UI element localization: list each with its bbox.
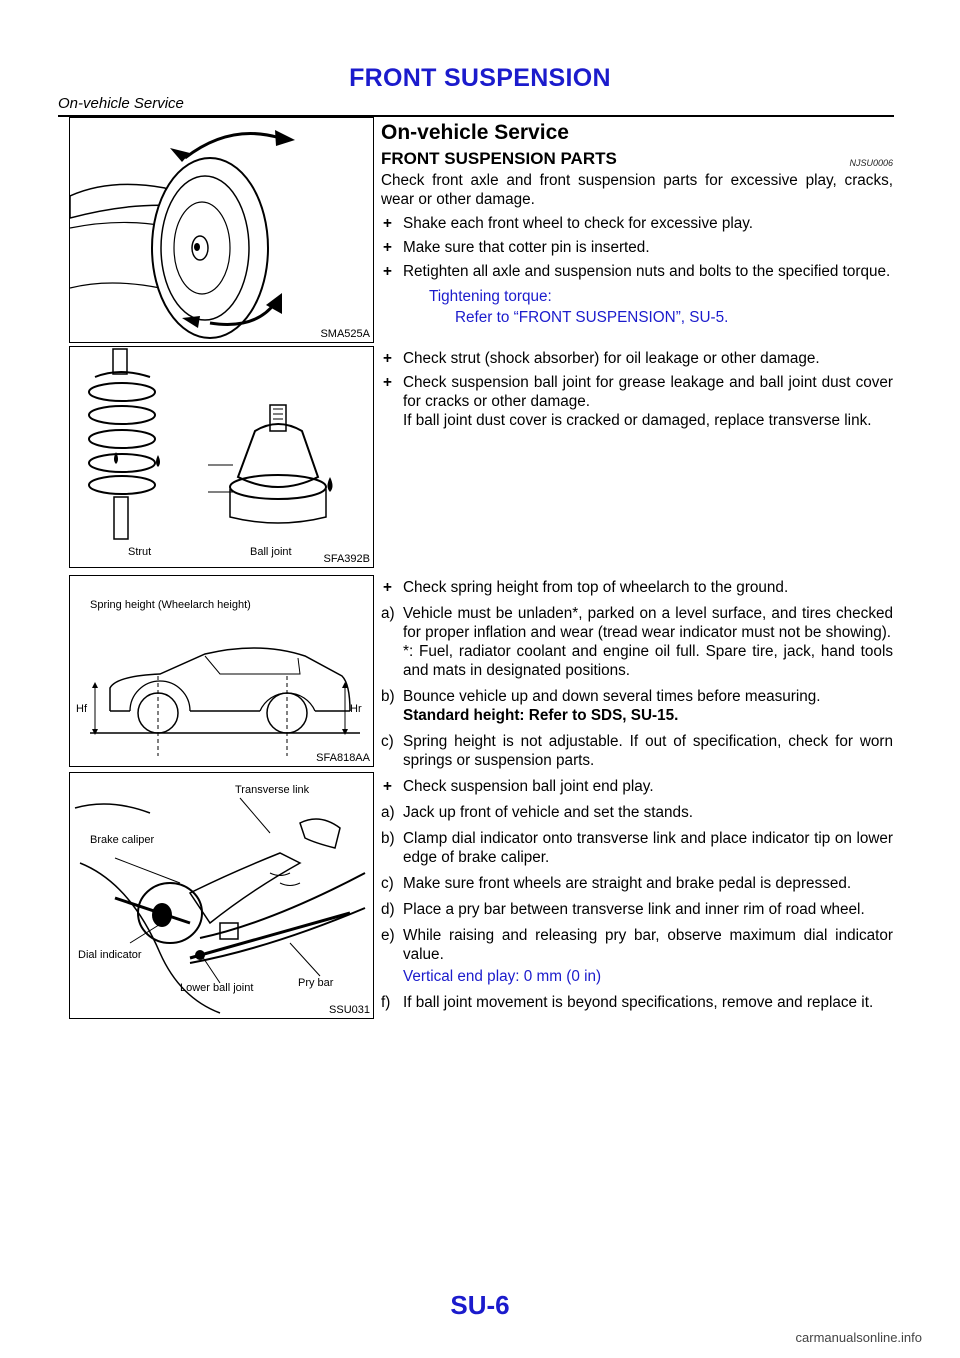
step-item [381, 874, 893, 893]
bullet-item: + Make sure that cotter pin is inserted. [381, 238, 893, 257]
step-marker: b) [381, 830, 395, 847]
step-marker: c) [381, 875, 394, 892]
step-text: While raising and releasing pry bar, observe maximum dial indicator value. [403, 927, 893, 963]
bullet-item: + Check suspension ball joint for grease leakage and ball joint dust cover for cracks or other damage. [381, 373, 893, 411]
bullet-item: + Check suspension ball joint end play. [381, 777, 893, 796]
step-text: Jack up front of vehicle and set the stands. [403, 804, 693, 821]
step-text: Vehicle must be unladen*, parked on a level surface, and tires checked for proper inflation and wear (tread wear indicator must not be showing). [403, 605, 893, 641]
dial-indicator-label: Dial indicator [78, 949, 142, 961]
page-header-title: FRONT SUSPENSION [349, 64, 611, 92]
figure-spring-height [69, 575, 374, 767]
step-marker: a) [381, 605, 395, 622]
step-marker: e) [381, 927, 395, 944]
step-item [381, 687, 893, 725]
figure-strut-ball-joint [69, 346, 374, 568]
step-item [381, 803, 893, 822]
footer-watermark: carmanualsonline.info [795, 1330, 922, 1345]
step-text: If ball joint movement is beyond specifications, remove and replace it. [403, 994, 874, 1011]
transverse-link-label: Transverse link [235, 784, 310, 796]
bullet-extra-text: If ball joint dust cover is cracked or damaged, replace transverse link. [403, 412, 872, 429]
torque-label: Tightening torque: [429, 288, 552, 305]
step-item [381, 829, 893, 867]
figure-ball-joint-end-play [69, 772, 374, 1019]
page-number: SU-6 [450, 1290, 510, 1320]
figure-label: SFA392B [323, 553, 370, 565]
step-item [381, 732, 893, 770]
section-title: On-vehicle Service [381, 121, 569, 144]
step-marker: d) [381, 901, 395, 918]
torque-reference: Refer to “FRONT SUSPENSION”, SU-5. [455, 309, 729, 326]
text-block-suspension-parts [381, 120, 893, 327]
pry-bar-label: Pry bar [298, 977, 334, 989]
hf-label: Hf [76, 703, 87, 715]
subsection-heading [381, 148, 893, 169]
step-item [381, 900, 893, 919]
step-text: Place a pry bar between transverse link and inner rim of road wheel. [403, 901, 865, 918]
subsection-title: FRONT SUSPENSION PARTS [381, 149, 617, 168]
ball-joint-caption: Ball joint [250, 546, 292, 558]
lower-ball-joint-label: Lower ball joint [180, 982, 254, 994]
step-marker: c) [381, 733, 394, 750]
bullet-item: + Check spring height from top of wheelarch to the ground. [381, 578, 893, 597]
spring-height-caption: Spring height (Wheelarch height) [90, 599, 251, 611]
brake-caliper-label: Brake caliper [90, 834, 155, 846]
figure-label: SSU031 [329, 1004, 370, 1016]
step-note: *: Fuel, radiator coolant and engine oil full. Spare tire, jack, hand tools and mats in designated positions. [403, 643, 893, 679]
figure-label: SMA525A [320, 328, 370, 340]
strut-caption: Strut [128, 546, 152, 558]
figure-wheel-shake [69, 117, 374, 343]
step-marker: f) [381, 994, 391, 1011]
strut-ball-joint-illustration [70, 347, 373, 567]
section-code: NJSU0006 [849, 158, 893, 168]
standard-height-spec: Standard height: Refer to SDS, SU-15. [403, 707, 679, 724]
figure-label: SFA818AA [316, 752, 370, 764]
text-block-strut-check [381, 349, 893, 430]
step-item [381, 604, 893, 680]
hr-label: Hr [350, 703, 362, 715]
step-text: Spring height is not adjustable. If out of specification, check for worn springs or suspension parts. [403, 733, 893, 769]
page-header-subtitle: On-vehicle Service [58, 95, 184, 112]
step-marker: a) [381, 804, 395, 821]
step-text: Clamp dial indicator onto transverse link and place indicator tip on lower edge of brake caliper. [403, 830, 893, 866]
step-item [381, 993, 893, 1012]
bullet-item: + Retighten all axle and suspension nuts and bolts to the specified torque. [381, 262, 893, 281]
spring-height-illustration [70, 576, 373, 766]
step-text: Bounce vehicle up and down several times before measuring. [403, 688, 821, 705]
ball-joint-end-play-illustration [70, 773, 373, 1018]
wheel-shake-illustration [70, 118, 373, 342]
bullet-item: + Check strut (shock absorber) for oil leakage or other damage. [381, 349, 893, 368]
text-block-spring-height [381, 578, 893, 775]
step-text: Make sure front wheels are straight and brake pedal is depressed. [403, 875, 852, 892]
step-marker: b) [381, 688, 395, 705]
end-play-spec: Vertical end play: 0 mm (0 in) [403, 968, 602, 985]
step-item [381, 926, 893, 964]
intro-text: Check front axle and front suspension parts for excessive play, cracks, wear or other damage. [381, 172, 893, 208]
text-block-ball-joint-end-play [381, 777, 893, 1017]
bullet-item: + Shake each front wheel to check for excessive play. [381, 214, 893, 233]
